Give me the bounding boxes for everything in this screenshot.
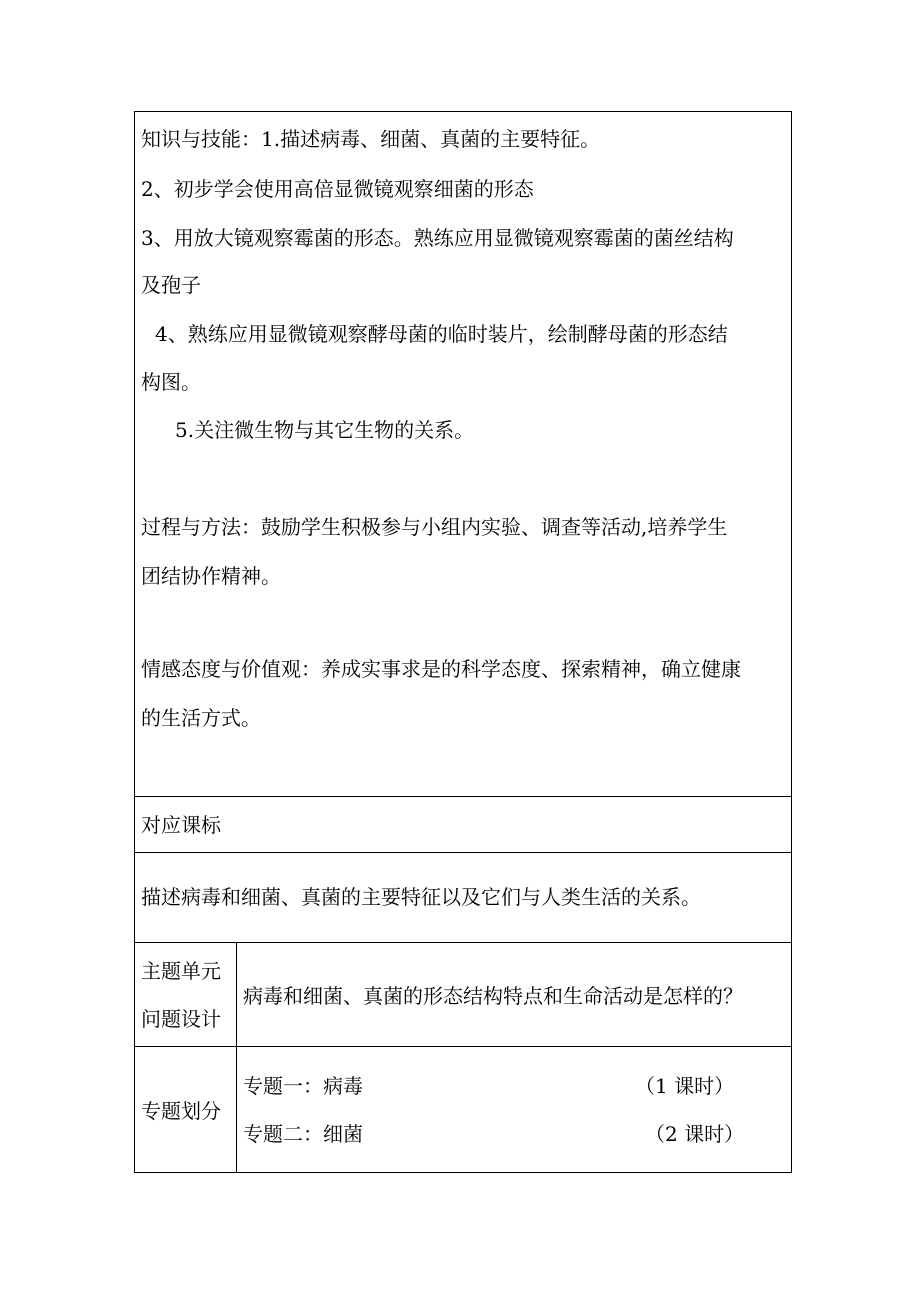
- knowledge-line-2: 2、初步学会使用高倍显微镜观察细菌的形态: [141, 177, 534, 201]
- theme-unit-row: [135, 942, 791, 1046]
- topic-hours-1: （1 课时）: [635, 1074, 735, 1098]
- theme-unit-label-line-1: 主题单元: [141, 959, 221, 983]
- theme-unit-question: 病毒和细菌、真菌的形态结构特点和生命活动是怎样的？: [243, 984, 743, 1008]
- theme-unit-label-line-2: 问题设计: [141, 1007, 221, 1031]
- topic-name-1: 专题一：病毒: [243, 1074, 363, 1098]
- topic-label-cell: [135, 1047, 237, 1172]
- topic-hours-2: （2 课时）: [645, 1122, 745, 1146]
- standard-heading: 对应课标: [141, 813, 221, 837]
- emotion-line-2: 的生活方式。: [141, 706, 261, 730]
- objectives-cell: [135, 112, 791, 796]
- lesson-plan-table: [134, 111, 792, 1173]
- standard-heading-cell: [135, 796, 791, 852]
- topic-label: 专题划分: [141, 1099, 221, 1123]
- knowledge-line-7: 5.关注微生物与其它生物的关系。: [175, 418, 475, 442]
- knowledge-line-5: 4、熟练应用显微镜观察酵母菌的临时装片，绘制酵母菌的形态结: [155, 322, 728, 346]
- knowledge-line-6: 构图。: [141, 370, 201, 394]
- topic-name-2: 专题二：细菌: [243, 1122, 363, 1146]
- knowledge-line-3: 3、用放大镜观察霉菌的形态。熟练应用显微镜观察霉菌的菌丝结构: [141, 226, 734, 250]
- emotion-line-1: 情感态度与价值观：养成实事求是的科学态度、探索精神，确立健康: [141, 657, 741, 681]
- knowledge-line-4: 及孢子: [141, 273, 201, 297]
- topic-division-row: [135, 1046, 791, 1172]
- standard-content-cell: [135, 852, 791, 942]
- theme-unit-label-cell: [135, 943, 237, 1046]
- process-line-1: 过程与方法：鼓励学生积极参与小组内实验、调查等活动,培养学生: [141, 515, 728, 539]
- standard-content: 描述病毒和细菌、真菌的主要特征以及它们与人类生活的关系。: [141, 885, 701, 909]
- theme-unit-question-cell: [237, 943, 791, 1046]
- process-line-2: 团结协作精神。: [141, 564, 281, 588]
- topic-list-cell: [237, 1047, 791, 1172]
- knowledge-line-1: 知识与技能：1.描述病毒、细菌、真菌的主要特征。: [141, 127, 601, 151]
